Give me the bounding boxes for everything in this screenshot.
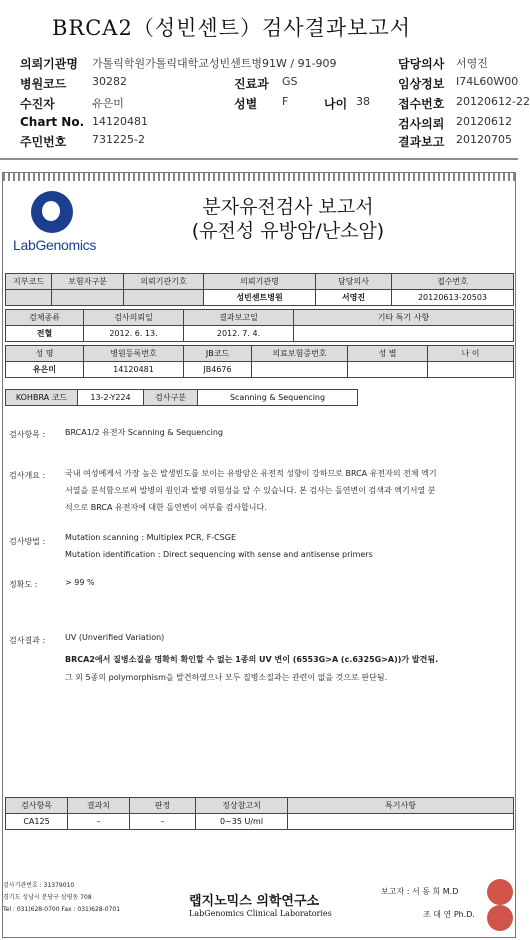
table-cell: 전혈 xyxy=(6,326,84,342)
table-cell: 성빈센트병원 xyxy=(204,290,316,306)
table-cell xyxy=(6,290,52,306)
footer-contact xyxy=(3,880,120,916)
table-row xyxy=(6,310,514,326)
table-cell: 0~35 U/ml xyxy=(196,814,288,830)
summary-line: 서열을 분석함으로써 발병의 원인과 발병 위험성을 알 수 있습니다. 본 검사는 돌연변이 검색과 엑기서열 분 xyxy=(65,486,436,495)
reporter-signature: 보고자 : 서 동 희 M.D xyxy=(381,887,459,896)
info-table-2 xyxy=(5,309,514,342)
method-line: Mutation scanning : Multiplex PCR, F-CSGE xyxy=(65,533,237,542)
labgenomics-logo xyxy=(13,191,103,255)
table-cell: – xyxy=(68,814,130,830)
table-header-cell: 결과보고일 xyxy=(184,310,294,326)
header-row-institution xyxy=(20,55,518,74)
method-text xyxy=(65,529,373,563)
table-cell: 14120481 xyxy=(84,362,184,378)
table-header-cell: 검사의뢰일 xyxy=(84,310,184,326)
table-header-cell: 의뢰기관기호 xyxy=(124,274,204,290)
test-item-label: 검사항목 : xyxy=(9,430,46,439)
table-cell xyxy=(124,290,204,306)
kohbra-label: KOHBRA 코드 xyxy=(6,390,78,406)
table-row xyxy=(6,346,514,362)
table-cell: 2012. 6. 13. xyxy=(84,326,184,342)
table-header-cell: 검체종류 xyxy=(6,310,84,326)
director-seal-icon xyxy=(487,905,513,931)
label-department: 진료과 xyxy=(234,77,269,91)
label-receipt-no: 접수번호 xyxy=(398,97,445,111)
sheet-edge-pattern xyxy=(3,173,515,181)
header-divider xyxy=(0,158,518,160)
reporter-seal-icon xyxy=(487,879,513,905)
table-row xyxy=(6,274,514,290)
header-row-resident-no xyxy=(20,133,518,152)
footer-org-korean: 랩지노믹스 의학연구소 xyxy=(189,894,320,909)
kohbra-code: 13-2-Y224 xyxy=(78,390,144,406)
table-header-cell: 성 명 xyxy=(6,346,84,362)
method-label: 검사방법 : xyxy=(9,537,46,546)
table-header-cell: 검사항목 xyxy=(6,798,68,814)
value-patient: 유은미 xyxy=(92,97,124,110)
table-header-cell: 정상참고치 xyxy=(196,798,288,814)
test-type-value: Scanning & Sequencing xyxy=(198,390,358,406)
table-cell: JB4676 xyxy=(184,362,252,378)
test-item-text: BRCA1/2 유전자 Scanning & Sequencing xyxy=(65,428,223,437)
summary-text xyxy=(65,465,437,516)
label-resident-no: 주민번호 xyxy=(20,135,67,149)
lab-result-table xyxy=(5,797,514,830)
footer-line: Tel : 031)628-0700 Fax : 031)628-0701 xyxy=(3,906,121,913)
table-row xyxy=(6,390,358,406)
header-row-chart xyxy=(20,115,518,134)
table-header-cell: JB코드 xyxy=(184,346,252,362)
table-cell: 서영진 xyxy=(316,290,392,306)
result-heading: UV (Unverified Variation) xyxy=(65,633,165,642)
table-header-cell: 접수번호 xyxy=(392,274,514,290)
label-hospital-code: 병원코드 xyxy=(20,77,67,91)
table-row xyxy=(6,362,514,378)
table-cell: 20120613-20503 xyxy=(392,290,514,306)
footer-org-english: LabGenomics Clinical Laboratories xyxy=(189,909,332,918)
value-sex: F xyxy=(282,95,289,108)
table-header-cell: 의료보험증번호 xyxy=(252,346,348,362)
label-doctor: 담당의사 xyxy=(398,57,445,71)
table-cell xyxy=(52,290,124,306)
table-cell xyxy=(294,326,514,342)
table-cell xyxy=(288,814,514,830)
table-cell xyxy=(348,362,428,378)
label-report-date: 결과보고 xyxy=(398,135,445,149)
header-row-patient xyxy=(20,95,530,114)
table-cell: CA125 xyxy=(6,814,68,830)
footer-line: 검사기관번호 : 31379010 xyxy=(3,882,75,889)
director-signature: 조 대 연 Ph.D. xyxy=(423,910,475,919)
result-label: 검사결과 : xyxy=(9,636,46,645)
logo-mark-icon xyxy=(31,191,73,233)
value-chart-no: 14120481 xyxy=(92,115,148,128)
label-institution: 의뢰기관명 xyxy=(20,57,78,71)
value-clinical-info: I74L60W00 xyxy=(456,75,519,88)
footer-line: 경기도 성남시 분당구 삼평동 708 xyxy=(3,894,92,901)
value-age: 38 xyxy=(356,95,370,108)
report-title-line2: (유전성 유방암/난소암) xyxy=(191,220,385,242)
info-table-1 xyxy=(5,273,514,306)
label-patient: 수진자 xyxy=(20,97,55,111)
table-cell: 유은미 xyxy=(6,362,84,378)
table-row xyxy=(6,814,514,830)
table-row xyxy=(6,326,514,342)
table-cell xyxy=(252,362,348,378)
value-hospital-code: 30282 xyxy=(92,75,127,88)
table-header-cell: 특기사항 xyxy=(288,798,514,814)
result-line-2: 그 외 5종의 polymorphism을 발견하였으나 모두 질병소질과는 관련이 없을 것으로 판단됨. xyxy=(65,673,388,682)
summary-line: 석으로 BRCA 유전자에 대한 돌연변이 여부를 검사합니다. xyxy=(65,503,267,512)
table-header-cell: 병원등록번호 xyxy=(84,346,184,362)
table-cell: – xyxy=(130,814,196,830)
header-row-hospital-code xyxy=(20,75,518,94)
table-header-cell: 기타 특기 사항 xyxy=(294,310,514,326)
report-header-title: BRCA2（성빈센트）검사결과보고서 xyxy=(52,16,411,40)
method-line: Mutation identification : Direct sequencing with sense and antisense primers xyxy=(65,550,373,559)
table-header-cell: 의뢰기관명 xyxy=(204,274,316,290)
table-cell xyxy=(428,362,514,378)
table-header-cell: 결과치 xyxy=(68,798,130,814)
table-row xyxy=(6,798,514,814)
result-line-1: BRCA2에서 질병소질을 명확히 확인할 수 없는 1종의 UV 변이 (6553G>A (c.6325G>A))가 발견됨. xyxy=(65,655,439,664)
value-department: GS xyxy=(282,75,298,88)
table-row xyxy=(6,290,514,306)
label-age: 나이 xyxy=(324,97,348,111)
table-cell: 2012. 7. 4. xyxy=(184,326,294,342)
value-request-date: 20120612 xyxy=(456,115,512,128)
value-doctor: 서영진 xyxy=(456,57,488,70)
table-header-cell: 지부코드 xyxy=(6,274,52,290)
logo-text: LabGenomics xyxy=(13,237,97,253)
value-report-date: 20120705 xyxy=(456,133,512,146)
label-chart-no: Chart No. xyxy=(20,115,85,129)
kohbra-table xyxy=(5,389,358,406)
value-receipt-no: 20120612-22 xyxy=(456,95,530,108)
table-header-cell: 판정 xyxy=(130,798,196,814)
accuracy-value: > 99 % xyxy=(65,578,95,587)
label-request-date: 검사의뢰 xyxy=(398,117,445,131)
test-type-label: 검사구분 xyxy=(144,390,198,406)
value-resident-no: 731225-2 xyxy=(92,133,145,146)
info-table-3 xyxy=(5,345,514,378)
summary-line: 국내 여성에게서 가장 높은 발생빈도를 보이는 유방암은 유전적 성향이 강하므로 BRCA 유전자의 전체 엑기 xyxy=(65,469,437,478)
accuracy-label: 정확도 : xyxy=(9,580,38,589)
table-header-cell: 나 이 xyxy=(428,346,514,362)
table-header-cell: 성 별 xyxy=(348,346,428,362)
value-institution: 가톨릭학원가톨릭대학교성빈센트병91W / 91-909 xyxy=(92,57,337,70)
table-header-cell: 담당의사 xyxy=(316,274,392,290)
table-header-cell: 보험자구분 xyxy=(52,274,124,290)
summary-label: 검사개요 : xyxy=(9,471,46,480)
label-sex: 성별 xyxy=(234,97,258,111)
report-title xyxy=(123,195,453,243)
report-title-line1: 분자유전검사 보고서 xyxy=(202,196,374,218)
report-sheet xyxy=(2,172,516,938)
label-clinical-info: 임상정보 xyxy=(398,77,445,91)
